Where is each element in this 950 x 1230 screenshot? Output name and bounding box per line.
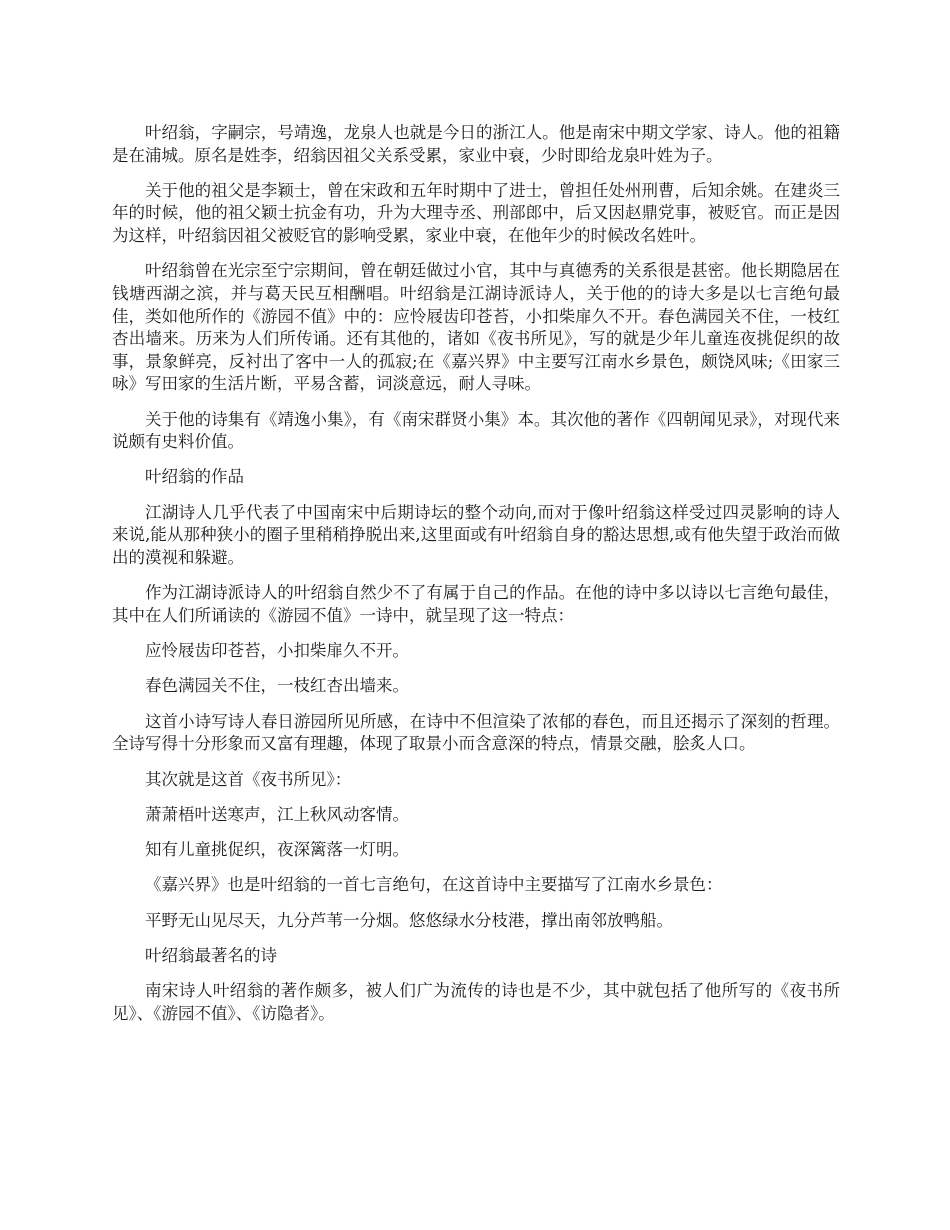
paragraph-seven-character: 作为江湖诗派诗人的叶绍翁自然少不了有属于自己的作品。在他的诗中多以诗以七言绝句最佳，其中在人们所诵读的《游园不值》一诗中，就呈现了这一特点： (112, 583, 840, 625)
section-heading-works: 叶绍翁的作品 (145, 467, 244, 487)
paragraph-poem-analysis: 这首小诗写诗人春日游园所见所感，在诗中不但渲染了浓郁的春色，而且还揭示了深刻的哲理。全诗写得十分形象而又富有理趣，体现了取景小而含意深的特点，情景交融，脍炙人口。 (112, 711, 840, 754)
poem-line: 萧萧梧叶送寒声，江上秋风动客情。 (145, 804, 409, 824)
paragraph-jianghu-poets: 江湖诗人几乎代表了中国南宋中后期诗坛的整个动向,而对于像叶绍翁这样受过四灵影响的诗人来说,能从那种狭小的圈子里稍稍挣脱出来,这里面或有叶绍翁自身的豁达思想,或有他失望于政治而做出的漠视和躲避。 (112, 502, 840, 567)
poem-line: 知有儿童挑促织，夜深篱落一灯明。 (145, 840, 409, 860)
paragraph-intro: 叶绍翁，字嗣宗，号靖逸，龙泉人也就是今日的浙江人。他是南宋中期文学家、诗人。他的祖籍是在浦城。原名是姓李，绍翁因祖父关系受累，家业中衰，少时即给龙泉叶姓为子。 (112, 123, 840, 165)
poem-line: 平野无山见尽天，九分芦苇一分烟。悠悠绿水分枝港，撑出南邻放鸭船。 (145, 910, 673, 930)
section-heading-famous-poems: 叶绍翁最著名的诗 (145, 945, 277, 965)
paragraph-famous-poems: 南宋诗人叶绍翁的著作颇多，被人们广为流传的诗也是不少，其中就包括了他所写的《夜书所见》、《游园不值》、《访隐者》。 (112, 981, 840, 1023)
paragraph-career: 叶绍翁曾在光宗至宁宗期间，曾在朝廷做过小官，其中与真德秀的关系很是甚密。他长期隐居在钱塘西湖之滨，并与葛天民互相酬唱。叶绍翁是江湖诗派诗人，关于他的的诗大多是以七言绝句最佳，类如他所作的《游园不值》中的：应怜屐齿印苍苔，小扣柴扉久不开。春色满园关不住，一枝红杏出墙来。历来为人们所传诵。还有其他的，诸如《夜书所见》，写的就是少年儿童连夜挑促织的故事，景象鲜亮，反衬出了客中一人的孤寂;在《嘉兴界》中主要写江南水乡景色，颇饶风味;《田家三咏》写田家的生活片断，平易含蓄，词淡意远，耐人寻味。 (112, 261, 840, 394)
paragraph-grandfather: 关于他的祖父是李颖士，曾在宋政和五年时期中了进士，曾担任处州刑曹，后知余姚。在建炎三年的时候，他的祖父颖士抗金有功，升为大理寺丞、刑部郎中，后又因赵鼎党事，被贬官。而正是因为这样，叶绍翁因祖父被贬官的影响受累，家业中衰，在他年少的时候改名姓叶。 (112, 180, 840, 246)
poem-line: 春色满园关不住，一枝红杏出墙来。 (145, 676, 409, 696)
poem-line: 应怜屐齿印苍苔，小扣柴扉久不开。 (145, 641, 409, 661)
paragraph-night-poem-intro: 其次就是这首《夜书所见》： (145, 769, 352, 789)
paragraph-jiaxing-intro: 《嘉兴界》也是叶绍翁的一首七言绝句，在这首诗中主要描写了江南水乡景色： (145, 875, 723, 895)
document-page (112, 122, 840, 1038)
paragraph-collections: 关于他的诗集有《靖逸小集》，有《南宋群贤小集》本。其次他的著作《四朝闻见录》，对现代来说颇有史料价值。 (112, 409, 840, 452)
